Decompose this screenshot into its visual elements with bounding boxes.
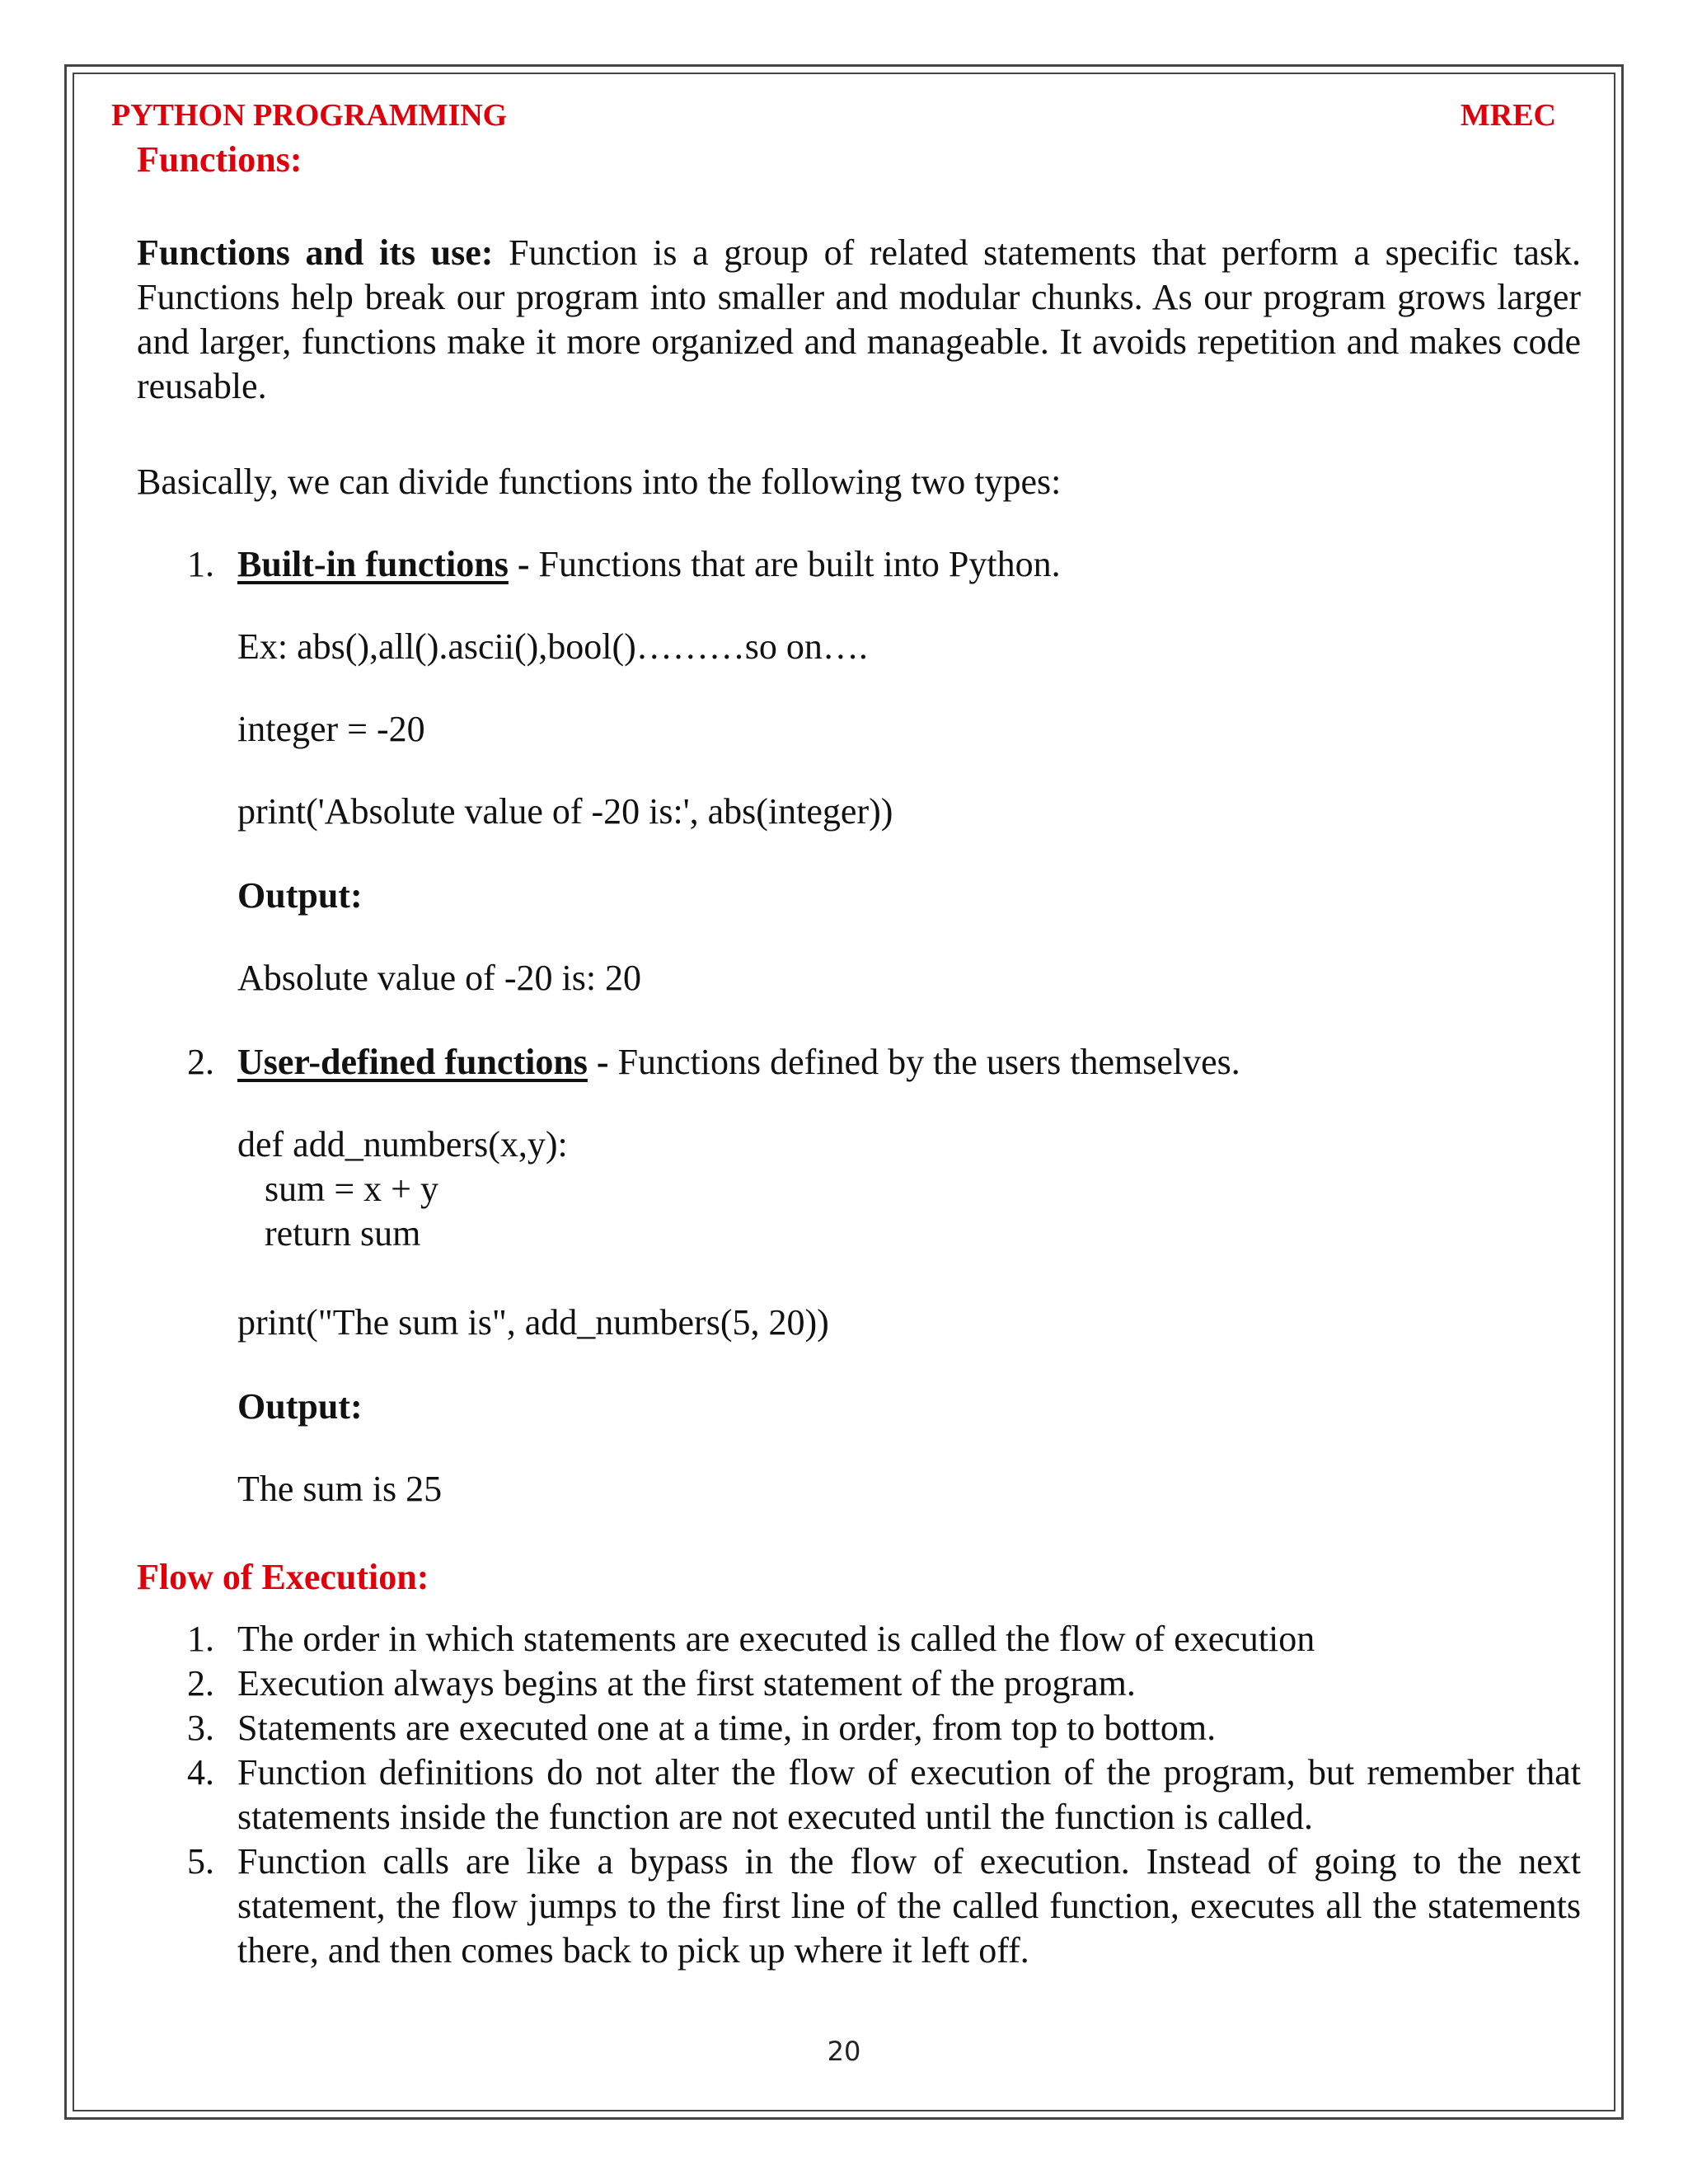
flow-item-text: Execution always begins at the first statement of the program. bbox=[237, 1663, 1136, 1704]
type-2-code-line: print("The sum is", add_numbers(5, 20)) bbox=[237, 1302, 829, 1343]
functions-intro-text: Function is a group of related statements that perform a specific task. Functions help break our program into smaller and modular chunks. As our program grows larger and larger, functions make it more organized and manageable. It avoids repetition and makes code reusable. bbox=[137, 232, 1581, 406]
type-2-code-line: def add_numbers(x,y): bbox=[237, 1124, 568, 1165]
flow-item-text: Function calls are like a bypass in the flow of execution. Instead of going to the next statement, the flow jumps to the first line of the called function, executes all the statements there, and then comes back to pick up where it left off. bbox=[237, 1841, 1581, 1971]
type-1-code-line: integer = -20 bbox=[237, 709, 425, 749]
type-2-output-label: Output: bbox=[237, 1386, 363, 1427]
type-1-separator: - bbox=[508, 544, 539, 584]
flow-item-text: Function definitions do not alter the flow of execution of the program, but remember that statements inside the function are not executed until the function is called. bbox=[237, 1752, 1581, 1837]
flow-item-number: 1. bbox=[187, 1619, 214, 1659]
flow-item-text: Statements are executed one at a time, in order, from top to bottom. bbox=[237, 1708, 1217, 1748]
type-1-code-line: print('Absolute value of -20 is:', abs(integer)) bbox=[237, 791, 893, 832]
type-1-output-value: Absolute value of -20 is: 20 bbox=[237, 958, 642, 998]
type-1-example: Ex: abs(),all().ascii(),bool()………so on…. bbox=[237, 626, 868, 667]
flow-item-number: 4. bbox=[187, 1752, 214, 1793]
type-2-output-value: The sum is 25 bbox=[237, 1469, 443, 1509]
type-2-code-line: return sum bbox=[237, 1213, 421, 1254]
type-2-number: 2. bbox=[187, 1042, 214, 1082]
flow-item-number: 3. bbox=[187, 1708, 214, 1748]
types-intro-paragraph: Basically, we can divide functions into the following two types: bbox=[137, 462, 1062, 502]
flow-item-number: 5. bbox=[187, 1841, 214, 1882]
type-2-description: Functions defined by the users themselves. bbox=[617, 1042, 1240, 1082]
type-1-number: 1. bbox=[187, 544, 214, 584]
functions-intro-term: Functions and its use: bbox=[137, 232, 494, 273]
type-1-description: Functions that are built into Python. bbox=[538, 544, 1061, 584]
type-2-code-line: sum = x + y bbox=[237, 1169, 438, 1209]
type-2-line bbox=[237, 1040, 1240, 1085]
type-2-separator: - bbox=[587, 1042, 618, 1082]
running-header-college: MREC bbox=[1460, 98, 1556, 133]
type-1-output-label: Output: bbox=[237, 875, 363, 916]
functions-heading: Functions: bbox=[137, 139, 302, 180]
flow-item-number: 2. bbox=[187, 1663, 214, 1704]
running-header-title: PYTHON PROGRAMMING bbox=[111, 98, 508, 133]
flow-of-execution-heading: Flow of Execution: bbox=[137, 1557, 429, 1597]
flow-item-text: The order in which statements are executed is called the flow of execution bbox=[237, 1619, 1315, 1659]
type-1-term: Built-in functions bbox=[237, 544, 509, 584]
type-2-term: User-defined functions bbox=[237, 1042, 588, 1082]
type-1-line bbox=[237, 542, 1061, 587]
page-number: 20 bbox=[827, 2036, 861, 2067]
functions-intro-paragraph bbox=[137, 231, 1581, 409]
